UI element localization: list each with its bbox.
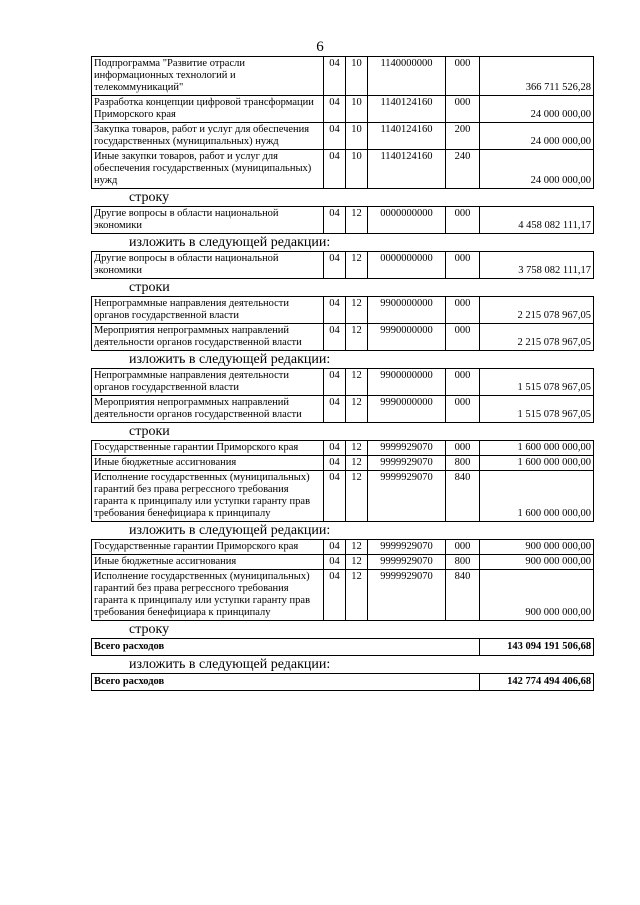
row-name: Мероприятия непрограммных направлений деятельности органов государственной власти (92, 324, 324, 351)
amount: 1 515 078 967,05 (480, 396, 594, 423)
row-name: Другие вопросы в области национальной экономики (92, 207, 324, 234)
budget-table (91, 440, 594, 522)
page-number: 6 (316, 39, 324, 55)
amount: 24 000 000,00 (480, 150, 594, 189)
target-article-code: 0000000000 (368, 207, 446, 234)
expense-type-code: 000 (446, 252, 480, 279)
target-article-code: 0000000000 (368, 252, 446, 279)
target-article-code: 1140124160 (368, 123, 446, 150)
target-article-code: 9900000000 (368, 297, 446, 324)
expense-type-code: 000 (446, 540, 480, 555)
subsection-code: 12 (346, 570, 368, 621)
instruction-text: строки (129, 280, 170, 295)
amount: 24 000 000,00 (480, 123, 594, 150)
amount: 3 758 082 111,17 (480, 252, 594, 279)
target-article-code: 9999929070 (368, 570, 446, 621)
amount: 1 600 000 000,00 (480, 471, 594, 522)
target-article-code: 9999929070 (368, 441, 446, 456)
amount: 366 711 526,28 (480, 57, 594, 96)
row-name: Государственные гарантии Приморского края (92, 540, 324, 555)
subsection-code: 10 (346, 57, 368, 96)
section-code: 04 (324, 471, 346, 522)
subsection-code: 10 (346, 96, 368, 123)
target-article-code: 9900000000 (368, 369, 446, 396)
subsection-code: 10 (346, 150, 368, 189)
row-name: Непрограммные направления деятельности органов государственной власти (92, 369, 324, 396)
amount: 1 515 078 967,05 (480, 369, 594, 396)
table-row (92, 324, 594, 351)
section-code: 04 (324, 540, 346, 555)
section-code: 04 (324, 252, 346, 279)
subsection-code: 10 (346, 123, 368, 150)
total-row (92, 674, 594, 691)
table-row (92, 150, 594, 189)
budget-table (91, 206, 594, 234)
table-row (92, 123, 594, 150)
target-article-code: 1140000000 (368, 57, 446, 96)
budget-table (91, 638, 594, 656)
section-code: 04 (324, 96, 346, 123)
section-code: 04 (324, 570, 346, 621)
row-name: Подпрограмма "Развитие отрасли информационных технологий и телекоммуникаций" (92, 57, 324, 96)
row-name: Государственные гарантии Приморского края (92, 441, 324, 456)
instruction-text: изложить в следующей редакции: (129, 657, 331, 672)
row-name: Мероприятия непрограммных направлений деятельности органов государственной власти (92, 396, 324, 423)
table-row (92, 441, 594, 456)
section-code: 04 (324, 57, 346, 96)
row-name: Исполнение государственных (муниципальных) гарантий без права регрессного требования гаранта к принципалу или уступки гаранту прав требования бенефициара к принципалу (92, 570, 324, 621)
expense-type-code: 000 (446, 369, 480, 396)
row-name: Исполнение государственных (муниципальных) гарантий без права регрессного требования гаранта к принципалу или уступки гаранту прав требования бенефициара к принципалу (92, 471, 324, 522)
target-article-code: 9999929070 (368, 555, 446, 570)
expense-type-code: 200 (446, 123, 480, 150)
target-article-code: 9990000000 (368, 396, 446, 423)
row-name: Другие вопросы в области национальной экономики (92, 252, 324, 279)
amount: 1 600 000 000,00 (480, 441, 594, 456)
expense-type-code: 000 (446, 441, 480, 456)
expense-type-code: 000 (446, 96, 480, 123)
expense-type-code: 240 (446, 150, 480, 189)
row-name: Непрограммные направления деятельности органов государственной власти (92, 297, 324, 324)
expense-type-code: 000 (446, 207, 480, 234)
amount: 1 600 000 000,00 (480, 456, 594, 471)
expense-type-code: 840 (446, 570, 480, 621)
instruction-text: изложить в следующей редакции: (129, 235, 331, 250)
expense-type-code: 840 (446, 471, 480, 522)
document-body (91, 56, 593, 691)
table-row (92, 555, 594, 570)
expense-type-code: 800 (446, 456, 480, 471)
amount: 900 000 000,00 (480, 555, 594, 570)
target-article-code: 9999929070 (368, 540, 446, 555)
row-name: Иные закупки товаров, работ и услуг для обеспечения государственных (муниципальных) нужд (92, 150, 324, 189)
table-row (92, 456, 594, 471)
section-code: 04 (324, 123, 346, 150)
subsection-code: 12 (346, 540, 368, 555)
subsection-code: 12 (346, 441, 368, 456)
table-row (92, 570, 594, 621)
budget-table (91, 673, 594, 691)
budget-table (91, 368, 594, 423)
row-name: Разработка концепции цифровой трансформации Приморского края (92, 96, 324, 123)
row-name: Иные бюджетные ассигнования (92, 555, 324, 570)
subsection-code: 12 (346, 252, 368, 279)
budget-table (91, 251, 594, 279)
total-amount: 143 094 191 506,68 (480, 639, 594, 656)
subsection-code: 12 (346, 456, 368, 471)
section-code: 04 (324, 396, 346, 423)
target-article-code: 1140124160 (368, 150, 446, 189)
total-row (92, 639, 594, 656)
section-code: 04 (324, 207, 346, 234)
subsection-code: 12 (346, 207, 368, 234)
instruction-text: изложить в следующей редакции: (129, 523, 331, 538)
expense-type-code: 000 (446, 57, 480, 96)
amount: 24 000 000,00 (480, 96, 594, 123)
expense-type-code: 000 (446, 396, 480, 423)
budget-table (91, 56, 594, 189)
expense-type-code: 800 (446, 555, 480, 570)
amount: 4 458 082 111,17 (480, 207, 594, 234)
subsection-code: 12 (346, 555, 368, 570)
subsection-code: 12 (346, 396, 368, 423)
amount: 900 000 000,00 (480, 540, 594, 555)
section-code: 04 (324, 150, 346, 189)
budget-table (91, 539, 594, 621)
total-label: Всего расходов (92, 674, 480, 691)
table-row (92, 252, 594, 279)
expense-type-code: 000 (446, 297, 480, 324)
table-row (92, 207, 594, 234)
instruction-text: строку (129, 190, 170, 205)
row-name: Закупка товаров, работ и услуг для обеспечения государственных (муниципальных) нужд (92, 123, 324, 150)
instruction-text: строки (129, 424, 170, 439)
table-row (92, 369, 594, 396)
row-name: Иные бюджетные ассигнования (92, 456, 324, 471)
table-row (92, 96, 594, 123)
subsection-code: 12 (346, 471, 368, 522)
budget-table (91, 296, 594, 351)
total-amount: 142 774 494 406,68 (480, 674, 594, 691)
table-row (92, 57, 594, 96)
table-row (92, 540, 594, 555)
target-article-code: 9999929070 (368, 456, 446, 471)
target-article-code: 9999929070 (368, 471, 446, 522)
section-code: 04 (324, 555, 346, 570)
section-code: 04 (324, 441, 346, 456)
section-code: 04 (324, 297, 346, 324)
expense-type-code: 000 (446, 324, 480, 351)
table-row (92, 297, 594, 324)
section-code: 04 (324, 369, 346, 396)
subsection-code: 12 (346, 324, 368, 351)
total-label: Всего расходов (92, 639, 480, 656)
section-code: 04 (324, 456, 346, 471)
amount: 2 215 078 967,05 (480, 324, 594, 351)
table-row (92, 471, 594, 522)
amount: 2 215 078 967,05 (480, 297, 594, 324)
subsection-code: 12 (346, 297, 368, 324)
section-code: 04 (324, 324, 346, 351)
instruction-text: изложить в следующей редакции: (129, 352, 331, 367)
instruction-text: строку (129, 622, 170, 637)
amount: 900 000 000,00 (480, 570, 594, 621)
table-row (92, 396, 594, 423)
subsection-code: 12 (346, 369, 368, 396)
target-article-code: 1140124160 (368, 96, 446, 123)
target-article-code: 9990000000 (368, 324, 446, 351)
